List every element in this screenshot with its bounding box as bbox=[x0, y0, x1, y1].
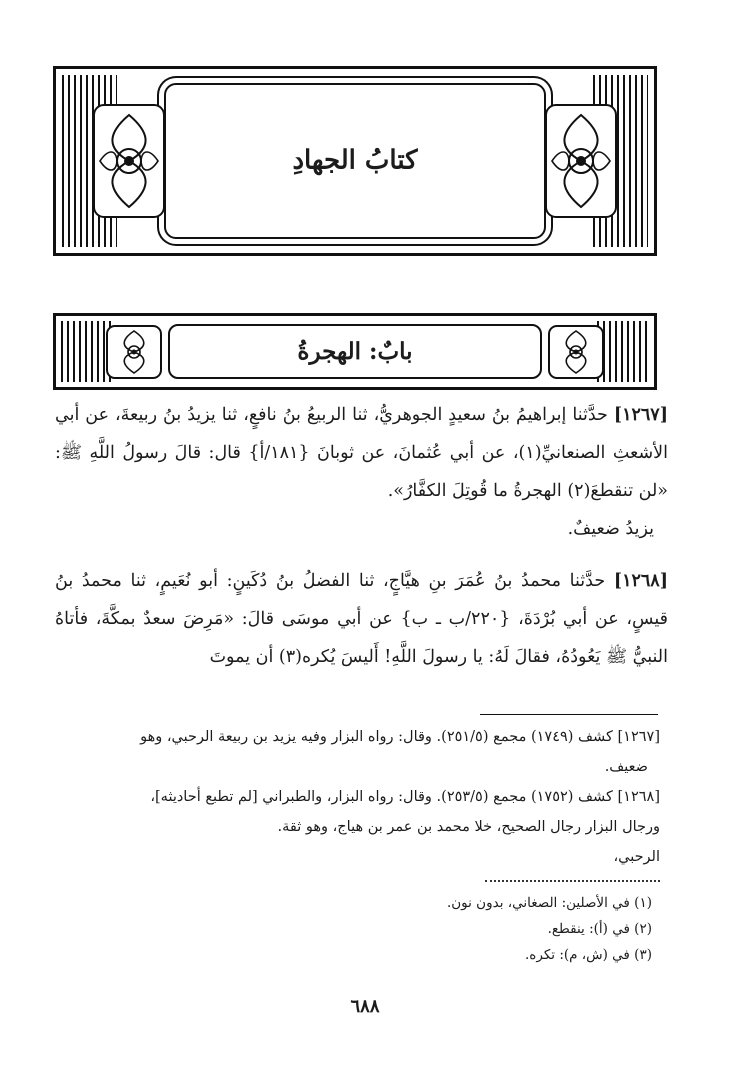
main-text bbox=[55, 396, 668, 676]
hadith-number: [١٢٦٧] bbox=[613, 405, 668, 425]
footnote: (٣) في (ش، م): تكره. bbox=[525, 947, 652, 963]
takhrij-note-continuation: ورجال البزار رجال الصحيح، خلا محمد بن عمر بن هياج، وهو ثقة. bbox=[277, 819, 660, 835]
page-number: ٦٨٨ bbox=[350, 996, 380, 1017]
chapter-title-frame bbox=[53, 313, 657, 390]
footnote-separator bbox=[480, 714, 658, 715]
book-title: كتابُ الجهادِ bbox=[292, 145, 418, 176]
hadith-text: حدَّثنا محمدُ بنُ عُمَرَ بنِ هيَّاجٍ، ثنا الفضلُ بنُ دُكَينٍ: أبو نُعَيمٍ، ثنا محمدُ بنُ قيسٍ، عن أبي بُرْدَةَ، {٢٢٠/ب ـ ب} عن أبي موسَى قالَ: «مَرِضَ سعدٌ بمكَّةَ، فأتاهُ النبيُّ ﷺ يَعُودُهُ، فقالَ لَهُ: يا رسولَ اللَّهِ! أَليسَ يُكره(٣) أن يموتَ bbox=[55, 571, 668, 667]
takhrij-note-line: [١٢٦٧] كشف (١٧٤٩) مجمع (٢٥١/٥). وقال: رواه البزار وفيه يزيد بن ربيعة الرحبي، وهو bbox=[140, 729, 660, 745]
dotted-separator bbox=[485, 880, 660, 882]
book-title-frame bbox=[53, 66, 657, 256]
takhrij-note-continuation: ضعيف. bbox=[604, 759, 648, 775]
hadith-text: حدَّثنا إبراهيمُ بنُ سعيدٍ الجوهريُّ، ثنا الربيعُ بنُ نافعٍ، ثنا يزيدُ بنُ ربيعةَ، عن أبي الأشعثِ الصنعانيِّ(١)، عن أبي عُثمانَ، عن ثوبانَ {١٨١/أ} قال: قالَ رسولُ اللَّهِ ﷺ: «لن تنقطعَ(٢) الهجرةُ ما قُوتِلَ الكفَّارُ». bbox=[55, 405, 669, 501]
footnote: (١) في الأصلين: الصغاني، بدون نون. bbox=[446, 895, 652, 911]
hadith-1268 bbox=[55, 562, 668, 676]
takhrij-note bbox=[72, 722, 660, 752]
footnote: (٢) في (أ): ينقطع. bbox=[547, 921, 652, 937]
hadith-grade: يزيدُ ضعيفٌ. bbox=[567, 519, 654, 539]
takhrij-note-line: [١٢٦٨] كشف (١٧٥٢) مجمع (٢٥٣/٥). وقال: رواه البزار، والطبراني [لم تطبع أحاديثه]، bbox=[150, 789, 660, 805]
hadith-number: [١٢٦٨] bbox=[613, 571, 668, 591]
variant-footnotes bbox=[72, 890, 652, 968]
hadith-1267 bbox=[55, 396, 668, 510]
chapter-title: بابٌ: الهجرةُ bbox=[297, 337, 413, 365]
takhrij-notes bbox=[72, 722, 660, 872]
takhrij-note-trailing: الرحبي، bbox=[613, 849, 660, 865]
takhrij-note bbox=[72, 782, 660, 812]
